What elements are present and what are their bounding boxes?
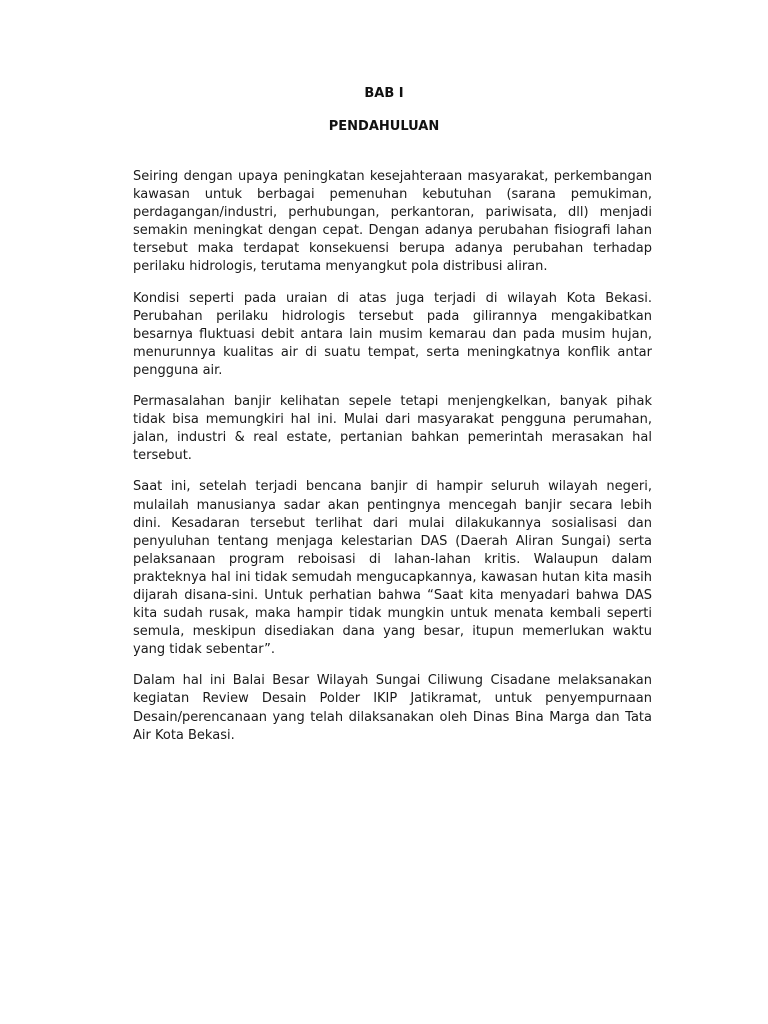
chapter-label: BAB I	[364, 86, 404, 101]
paragraph-3: Permasalahan banjir kelihatan sepele tetapi menjengkelkan, banyak pihak tidak bisa memungkiri hal ini. Mulai dari masyarakat pengguna perumahan, jalan, industri & real estate, pertanian bahkan pemerintah merasakan hal tersebut.	[133, 394, 652, 464]
body-text	[133, 168, 652, 758]
paragraph-1: Seiring dengan upaya peningkatan kesejahteraan masyarakat, perkembangan kawasan untuk berbagai pemenuhan kebutuhan (sarana pemukiman, perdagangan/industri, perhubungan, perkantoran, pariwisata, dll) menjadi semakin meningkat dengan cepat. Dengan adanya perubahan fisiografi lahan tersebut maka terdapat konsekuensi berupa adanya perubahan terhadap perilaku hidrologis, terutama menyangkut pola distribusi aliran.	[133, 169, 652, 275]
paragraph-2: Kondisi seperti pada uraian di atas juga terjadi di wilayah Kota Bekasi. Perubahan perilaku hidrologis tersebut pada gilirannya mengakibatkan besarnya fluktuasi debit antara lain musim kemarau dan pada musim hujan, menurunnya kualitas air di suatu tempat, serta meningkatnya konflik antar pengguna air.	[133, 290, 652, 378]
paragraph-5: Dalam hal ini Balai Besar Wilayah Sungai Ciliwung Cisadane melaksanakan kegiatan Review Desain Polder IKIP Jatikramat, untuk penyempurnaan Desain/perencanaan yang telah dilaksanakan oleh Dinas Bina Marga dan Tata Air Kota Bekasi.	[133, 673, 652, 743]
paragraph-4: Saat ini, setelah terjadi bencana banjir di hampir seluruh wilayah negeri, mulailah manusianya sadar akan pentingnya mencegah banjir secara lebih dini. Kesadaran tersebut terlihat dari mulai dilakukannya sosialisasi dan penyuluhan tentang menjaga kelestarian DAS (Daerah Aliran Sungai) serta pelaksanaan program reboisasi di lahan-lahan kritis. Walaupun dalam prakteknya hal ini tidak semudah mengucapkannya, kawasan hutan kita masih dijarah disana-sini. Untuk perhatian bahwa “Saat kita menyadari bahwa DAS kita sudah rusak, maka hampir tidak mungkin untuk menata kembali seperti semula, meskipun disediakan dana yang besar, itupun memerlukan waktu yang tidak sebentar”.	[133, 479, 652, 658]
chapter-title: PENDAHULUAN	[328, 119, 440, 134]
